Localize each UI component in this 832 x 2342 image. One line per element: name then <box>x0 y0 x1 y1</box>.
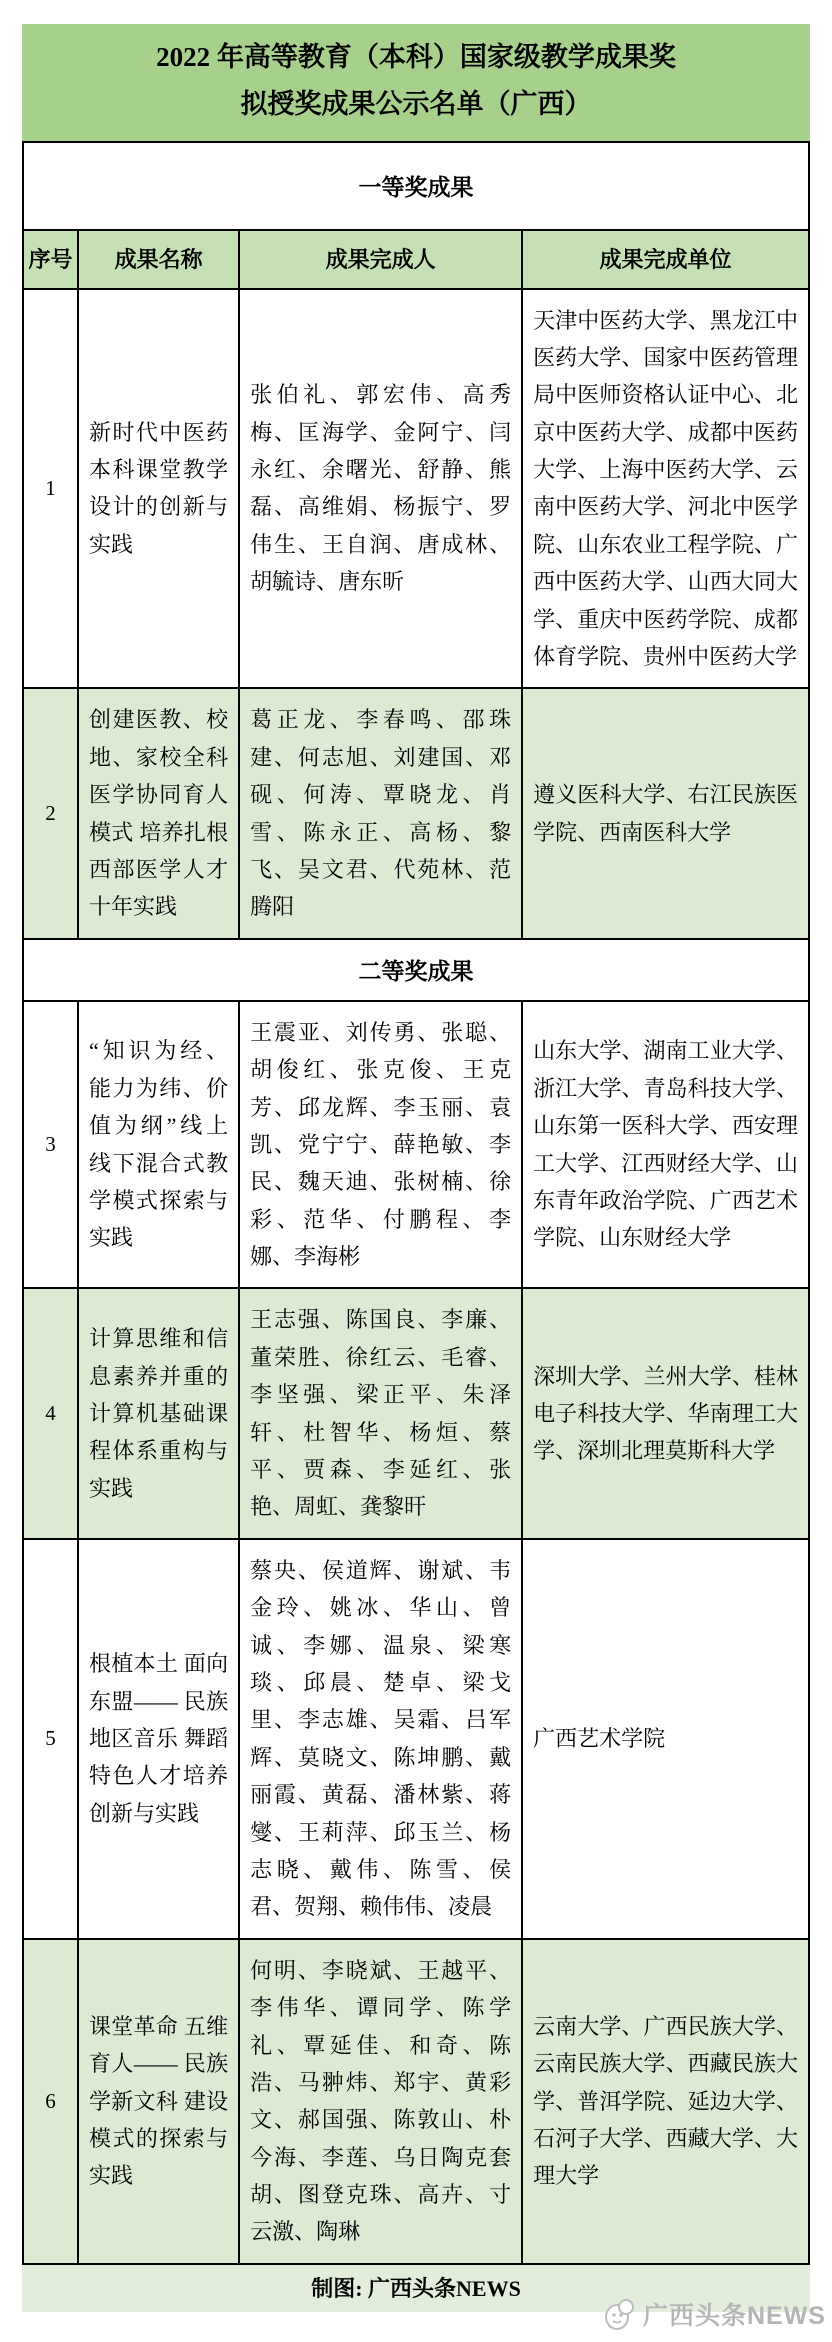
credit-line: 制图: 广西头条NEWS <box>22 2265 810 2312</box>
row-completing-units: 天津中医药大学、黑龙江中医药大学、国家中医药管理局中医师资格认证中心、北京中医药大学、成都中医药大学、上海中医药大学、云南中医药大学、河北中医学院、山东农业工程学院、广西中医药大学、山西大同大学、重庆中医药学院、成都体育学院、贵州中医药大学 <box>522 289 809 689</box>
table-row <box>23 1539 809 1939</box>
row-no: 6 <box>23 1939 78 2264</box>
row-achievement-name: 新时代中医药本科课堂教学设计的创新与实践 <box>78 289 239 689</box>
row-completing-units: 深圳大学、兰州大学、桂林电子科技大学、华南理工大学、深圳北理莫斯科大学 <box>522 1288 809 1538</box>
table-row <box>23 289 809 689</box>
row-no: 3 <box>23 1001 78 1289</box>
section-label-second-prize: 二等奖成果 <box>23 939 809 1001</box>
award-table <box>22 141 810 2265</box>
table-row <box>23 1288 809 1538</box>
row-completers: 何明、李晓斌、王越平、李伟华、谭同学、陈学礼、覃延佳、和奇、陈浩、马翀炜、郑宇、黄彩文、郝国强、陈敦山、朴今海、李莲、乌日陶克套胡、图登克珠、高卉、寸云激、陶琳 <box>239 1939 522 2264</box>
page-title-line2: 拟授奖成果公示名单（广西） <box>240 89 592 120</box>
row-achievement-name: “知识为经、能力为纬、价值为纲”线上线下混合式教学模式探索与实践 <box>78 1001 239 1289</box>
row-no: 5 <box>23 1539 78 1939</box>
row-completers: 张伯礼、郭宏伟、高秀梅、匡海学、金阿宁、闫永红、余曙光、舒静、熊磊、高维娟、杨振宁、罗伟生、王自润、唐成林、胡毓诗、唐东昕 <box>239 289 522 689</box>
row-completers: 葛正龙、李春鸣、邵珠建、何志旭、刘建国、邓砚、何涛、覃晓龙、肖雪、陈永正、高杨、黎飞、吴文君、代苑林、范腾阳 <box>239 688 522 938</box>
row-achievement-name: 计算思维和信息素养并重的计算机基础课程体系重构与实践 <box>78 1288 239 1538</box>
column-header-people: 成果完成人 <box>239 230 522 289</box>
table-row <box>23 1001 809 1289</box>
header-row <box>23 230 809 289</box>
row-achievement-name: 创建医教、校地、家校全科医学协同育人模式 培养扎根西部医学人才十年实践 <box>78 688 239 938</box>
row-no: 4 <box>23 1288 78 1538</box>
table-row <box>23 688 809 938</box>
table-row <box>23 1939 809 2264</box>
row-completers: 王志强、陈国良、李廉、董荣胜、徐红云、毛睿、李坚强、梁正平、朱泽轩、杜智华、杨烜、蔡平、贾森、李延红、张艳、周虹、龚黎旰 <box>239 1288 522 1538</box>
row-no: 2 <box>23 688 78 938</box>
section-label-first-prize: 一等奖成果 <box>23 142 809 230</box>
column-header-units: 成果完成单位 <box>522 230 809 289</box>
row-completers: 王震亚、刘传勇、张聪、胡俊红、张克俊、王克芳、邱龙辉、李玉丽、袁凯、党宁宁、薛艳敏、李民、魏天迪、张树楠、徐彩、范华、付鹏程、李娜、李海彬 <box>239 1001 522 1289</box>
section-row-first-prize <box>23 142 809 230</box>
page-title-line1: 2022 年高等教育（本科）国家级教学成果奖 <box>156 42 676 72</box>
row-completing-units: 遵义医科大学、右江民族医学院、西南医科大学 <box>522 688 809 938</box>
row-completing-units: 广西艺术学院 <box>522 1539 809 1939</box>
row-achievement-name: 课堂革命 五维育人—— 民族学新文科 建设模式的探索与实践 <box>78 1939 239 2264</box>
row-achievement-name: 根植本土 面向东盟—— 民族地区音乐 舞蹈特色人才培养创新与实践 <box>78 1539 239 1939</box>
row-no: 1 <box>23 289 78 689</box>
row-completers: 蔡央、侯道辉、谢斌、韦金玲、姚冰、华山、曾诚、李娜、温泉、梁寒琰、邱晨、楚卓、梁戈里、李志雄、吴霜、吕军辉、莫晓文、陈坤鹏、戴丽霞、黄磊、潘林紫、蒋燮、王莉萍、邱玉兰、杨志晓、戴伟、陈雪、侯君、贺翔、赖伟伟、凌晨 <box>239 1539 522 1939</box>
row-completing-units: 山东大学、湖南工业大学、浙江大学、青岛科技大学、山东第一医科大学、西安理工大学、江西财经大学、山东青年政治学院、广西艺术学院、山东财经大学 <box>522 1001 809 1289</box>
column-header-no: 序号 <box>23 230 78 289</box>
mascot-icon <box>604 2298 638 2330</box>
row-completing-units: 云南大学、广西民族大学、云南民族大学、西藏民族大学、普洱学院、延边大学、石河子大学、西藏大学、大理大学 <box>522 1939 809 2264</box>
column-header-name: 成果名称 <box>78 230 239 289</box>
page-title <box>22 24 810 141</box>
watermark <box>0 2296 826 2332</box>
section-row-second-prize <box>23 939 809 1001</box>
watermark-text: 广西头条NEWS <box>642 2301 826 2330</box>
